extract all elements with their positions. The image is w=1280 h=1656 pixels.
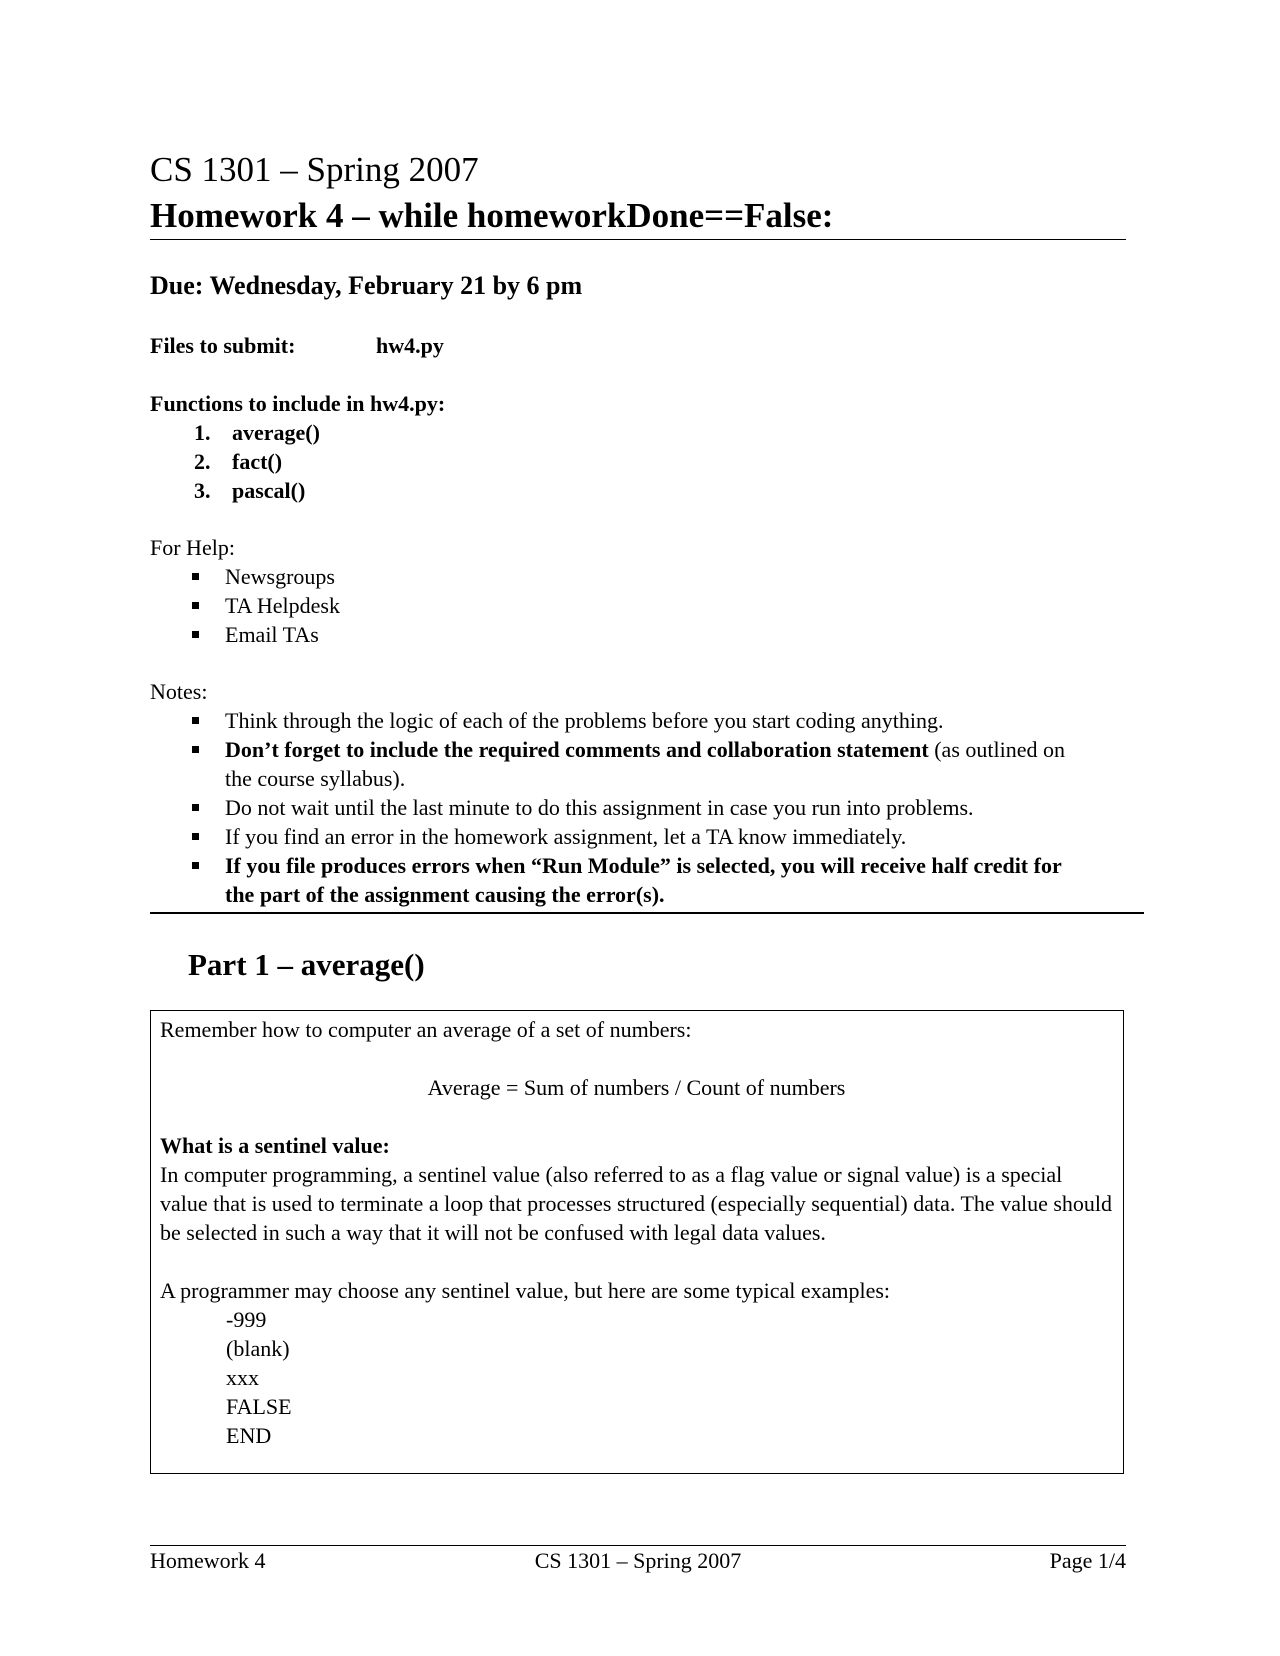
function-name: average() [232,420,320,445]
help-heading: For Help: [150,535,235,560]
help-item: Newsgroups [225,564,335,589]
footer-divider [150,1545,1126,1546]
square-bullet-icon [192,804,199,811]
square-bullet-icon [192,631,199,638]
function-name: fact() [232,449,283,474]
note-text: Think through the logic of each of the problems before you start coding anything. [225,708,944,733]
page-number: Page 1/4 [1049,1548,1126,1573]
list-item [150,706,1090,735]
box-intro: Remember how to computer an average of a set of numbers: [160,1017,692,1042]
function-name: pascal() [232,478,306,503]
note-text-bold: Don’t forget to include the required comments and collaboration statement [225,737,929,762]
list-item [150,620,340,649]
sentinel-example: (blank) [226,1336,290,1361]
sentinel-example: xxx [226,1365,259,1390]
files-label: Files to submit: [150,333,296,358]
square-bullet-icon [192,573,199,580]
list-item [150,562,340,591]
due-date: Due: Wednesday, February 21 by 6 pm [150,271,583,300]
sentinel-definition: In computer programming, a sentinel value (also referred to as a flag value or signal value) is a special value that is used to terminate a loop that processes structured (especially sequential) data. The value should be selected in such a way that it will not be confused with legal data values. [160,1162,1113,1245]
average-formula: Average = Sum of numbers / Count of numbers [427,1075,846,1100]
note-text: Do not wait until the last minute to do this assignment in case you run into problems. [225,795,974,820]
square-bullet-icon [192,602,199,609]
square-bullet-icon [192,833,199,840]
course-title: CS 1301 – Spring 2007 [150,150,479,189]
note-text-bold: If you file produces errors when “Run Module” is selected, you will receive half credit for the part of the assignment causing the error(s). [225,853,1062,907]
help-item: Email TAs [225,622,319,647]
part1-heading: Part 1 – average() [188,947,425,982]
sentinel-example: -999 [226,1307,267,1332]
sentinel-example: FALSE [226,1394,292,1419]
square-bullet-icon [192,746,199,753]
list-item [150,851,1090,909]
help-item: TA Helpdesk [225,593,340,618]
list-item [150,822,1090,851]
files-value: hw4.py [376,333,444,358]
help-list [150,562,340,649]
footer-left: Homework 4 [150,1548,266,1573]
list-item [150,793,1090,822]
examples-intro: A programmer may choose any sentinel value, but here are some typical examples: [160,1278,891,1303]
note-text: If you find an error in the homework assignment, let a TA know immediately. [225,824,907,849]
footer-center: CS 1301 – Spring 2007 [534,1548,742,1573]
list-item [150,591,340,620]
square-bullet-icon [192,717,199,724]
homework-title: Homework 4 – while homeworkDone==False: [150,196,834,235]
sentinel-heading: What is a sentinel value: [160,1133,390,1158]
list-item [150,735,1090,793]
item-number: 2. [194,449,211,474]
functions-heading: Functions to include in hw4.py: [150,391,446,416]
info-box [150,1010,1124,1474]
square-bullet-icon [192,862,199,869]
notes-list [150,706,1090,909]
item-number: 3. [194,478,211,503]
item-number: 1. [194,420,211,445]
files-to-submit [150,332,444,360]
section-divider [150,912,1144,914]
sentinel-example: END [226,1423,272,1448]
note-text: (as outlined on the course syllabus). [225,737,1065,791]
notes-heading: Notes: [150,679,208,704]
header-divider [150,239,1126,240]
